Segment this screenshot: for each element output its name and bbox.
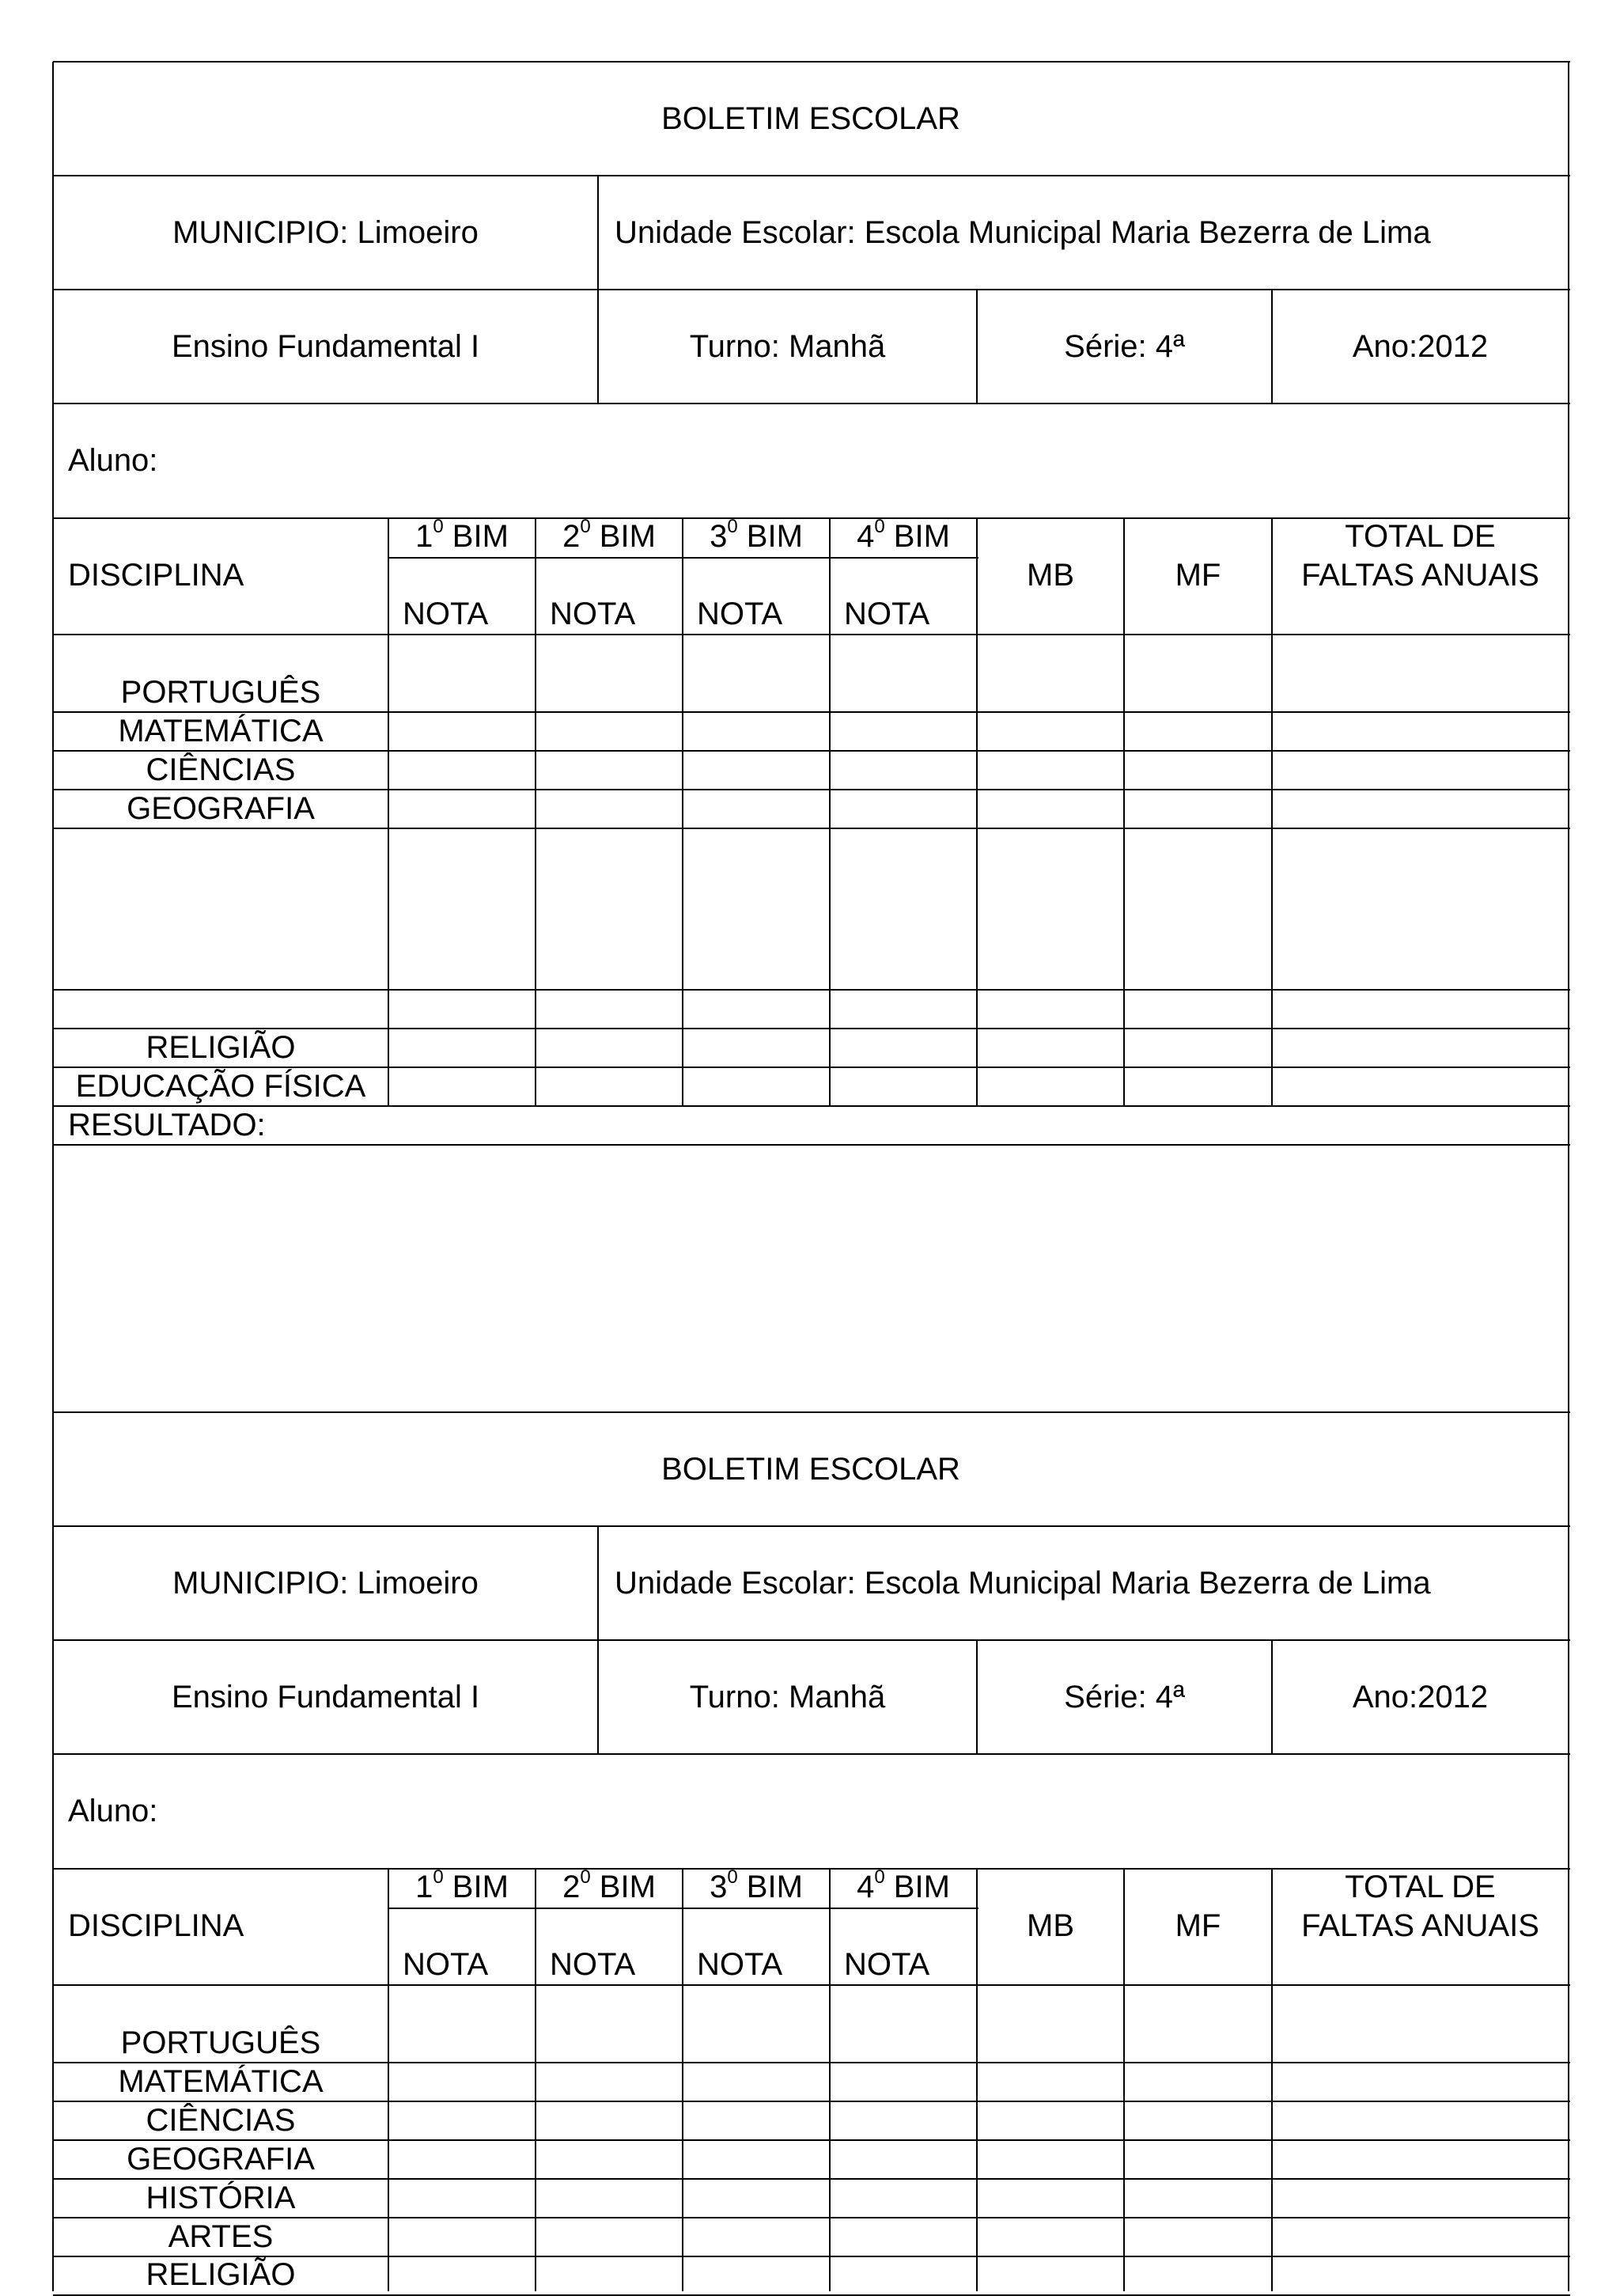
bimester-label: BIM (590, 1870, 656, 1904)
unidade-escolar-label: Unidade Escolar: Escola Municipal Maria Bezerra de Lima (615, 1566, 1431, 1601)
bimester-label: BIM (443, 1870, 509, 1904)
turno-label: Turno: Manhã (689, 1680, 886, 1714)
subject-label: CIÊNCIAS (146, 2103, 296, 2138)
grade-cell[interactable] (1273, 2063, 1568, 2101)
table-rule (53, 403, 1570, 404)
outer-border (1568, 1067, 1569, 1106)
outer-border (52, 2063, 54, 2101)
table-rule (53, 1753, 1570, 1755)
outer-border (1568, 790, 1569, 828)
mf-header: MF (1175, 1908, 1221, 1943)
nota-header: NOTA (550, 1947, 636, 1982)
grade-cell[interactable] (389, 991, 535, 1028)
grade-cell[interactable] (683, 790, 829, 828)
grade-cell[interactable] (389, 1068, 535, 1105)
bimester-divider (388, 557, 978, 559)
outer-border (52, 1106, 54, 1412)
bimester-number: 3 (710, 1870, 728, 1904)
municipio-label: MUNICIPIO: Limoeiro (172, 215, 479, 250)
grade-cell[interactable] (978, 1068, 1123, 1105)
grade-cell[interactable] (536, 1029, 682, 1067)
ensino-label: Ensino Fundamental I (171, 329, 480, 364)
table-rule (53, 1639, 1570, 1641)
grade-cell[interactable] (1125, 790, 1271, 828)
table-rule (53, 1411, 1570, 1413)
grade-cell[interactable] (978, 2063, 1123, 2101)
grade-cell[interactable] (389, 2102, 535, 2139)
grade-cell[interactable] (1125, 2141, 1271, 2178)
form-title: BOLETIM ESCOLAR (661, 1452, 960, 1487)
bimester-number: 2 (562, 1870, 581, 1904)
bimester-ordinal-mark: 0 (433, 1866, 444, 1888)
table-rule (53, 289, 1570, 290)
nota-header: NOTA (550, 597, 636, 631)
grade-cell[interactable] (536, 2218, 682, 2256)
grade-cell[interactable] (831, 713, 976, 750)
subject-label: ARTES (168, 2219, 274, 2254)
grade-cell[interactable] (536, 752, 682, 789)
disciplina-header: DISCIPLINA (68, 558, 244, 593)
grade-cell[interactable] (1125, 1068, 1271, 1105)
faltas-header-line2: FALTAS ANUAIS (1301, 1908, 1539, 1943)
grade-cell[interactable] (978, 2141, 1123, 2178)
subject-label: MATEMÁTICA (118, 714, 324, 748)
grade-cell[interactable] (831, 991, 976, 1028)
grade-cell[interactable] (536, 790, 682, 828)
outer-border (52, 2179, 54, 2218)
disciplina-header: DISCIPLINA (68, 1908, 244, 1943)
subject-label: RELIGIÃO (146, 1030, 296, 1065)
subject-label: HISTÓRIA (146, 2180, 296, 2215)
bimester-label: BIM (737, 1870, 803, 1904)
grade-cell[interactable] (389, 713, 535, 750)
grade-cell[interactable] (1125, 2102, 1271, 2139)
bimester-header (830, 1868, 977, 1906)
grade-cell[interactable] (536, 713, 682, 750)
bimester-number: 3 (710, 519, 728, 554)
grade-cell[interactable] (978, 1986, 1123, 2062)
outer-border (52, 1029, 54, 1067)
table-rule (1271, 290, 1273, 404)
ano-label: Ano:2012 (1352, 329, 1489, 364)
grade-cell[interactable] (978, 991, 1123, 1028)
table-rule (1123, 1869, 1125, 1985)
grade-cell[interactable] (389, 829, 535, 989)
grade-cell[interactable] (1125, 991, 1271, 1028)
grade-cell[interactable] (1273, 1986, 1568, 2062)
nota-header: NOTA (844, 1947, 930, 1982)
municipio-label: MUNICIPIO: Limoeiro (172, 1566, 479, 1601)
grade-cell[interactable] (683, 2218, 829, 2256)
subject-label: RELIGIÃO (146, 2257, 296, 2292)
grade-cell[interactable] (389, 1986, 535, 2062)
outer-border (1568, 751, 1569, 790)
outer-border (1568, 2179, 1569, 2218)
grade-cell[interactable] (978, 829, 1123, 989)
grade-cell[interactable] (831, 2257, 976, 2290)
aluno-label: Aluno: (68, 1794, 158, 1828)
bimester-ordinal-mark: 0 (874, 515, 885, 537)
outer-border (1568, 1106, 1569, 1412)
row-rule (53, 1105, 1570, 1107)
grade-cell[interactable] (1273, 829, 1568, 989)
table-rule (53, 61, 1570, 63)
outer-border (1568, 635, 1569, 712)
outer-border (1568, 1029, 1569, 1067)
grade-cell[interactable] (1125, 829, 1271, 989)
outer-border (52, 828, 54, 990)
outer-border (52, 2101, 54, 2140)
outer-border (52, 712, 54, 751)
grade-cell[interactable] (683, 635, 829, 711)
grade-cell[interactable] (978, 752, 1123, 789)
resultado-area[interactable] (55, 1146, 1567, 1411)
grade-cell[interactable] (389, 1029, 535, 1067)
grade-cell[interactable] (1273, 2180, 1568, 2217)
subject-label: GEOGRAFIA (127, 2142, 315, 2177)
bimester-header (536, 517, 683, 555)
grade-cell[interactable] (978, 2257, 1123, 2290)
bimester-number: 4 (857, 519, 875, 554)
table-rule (53, 1525, 1570, 1527)
grade-cell[interactable] (1125, 635, 1271, 711)
outer-border (52, 62, 54, 635)
grade-cell[interactable] (683, 713, 829, 750)
grade-cell[interactable] (831, 2102, 976, 2139)
bimester-label: BIM (884, 519, 950, 554)
grade-cell[interactable] (978, 713, 1123, 750)
grade-cell[interactable] (683, 1068, 829, 1105)
grade-cell[interactable] (978, 2102, 1123, 2139)
grade-cell[interactable] (831, 2141, 976, 2178)
grade-cell[interactable] (1273, 635, 1568, 711)
bimester-label: BIM (443, 519, 509, 554)
grade-cell[interactable] (1273, 991, 1568, 1028)
outer-border (1568, 828, 1569, 990)
grade-cell[interactable] (1125, 1986, 1271, 2062)
ano-label: Ano:2012 (1352, 1680, 1489, 1714)
grade-cell[interactable] (536, 1986, 682, 2062)
subject-label: PORTUGUÊS (120, 2025, 321, 2060)
grade-cell[interactable] (1273, 752, 1568, 789)
bimester-number: 4 (857, 1870, 875, 1904)
turno-label: Turno: Manhã (689, 329, 886, 364)
grade-cell[interactable] (683, 752, 829, 789)
grade-cell[interactable] (1273, 713, 1568, 750)
grade-cell[interactable] (389, 2257, 535, 2290)
grade-cell[interactable] (978, 2180, 1123, 2217)
unidade-escolar-label: Unidade Escolar: Escola Municipal Maria Bezerra de Lima (615, 215, 1431, 250)
outer-border (52, 2140, 54, 2179)
outer-border (1568, 2256, 1569, 2291)
table-rule (53, 175, 1570, 176)
grade-cell[interactable] (683, 1029, 829, 1067)
bimester-label: BIM (737, 519, 803, 554)
outer-border (52, 1067, 54, 1106)
outer-border (52, 635, 54, 712)
outer-border (1568, 62, 1569, 635)
grade-cell[interactable] (1125, 2218, 1271, 2256)
grade-cell[interactable] (1273, 2218, 1568, 2256)
nota-header: NOTA (697, 597, 783, 631)
form-title: BOLETIM ESCOLAR (661, 101, 960, 136)
grade-cell[interactable] (1273, 790, 1568, 828)
outer-border (1568, 2063, 1569, 2101)
grade-cell[interactable] (683, 2257, 829, 2290)
table-rule (597, 176, 599, 404)
table-rule (1271, 1869, 1273, 1985)
bimester-ordinal-mark: 0 (580, 515, 591, 537)
bimester-number: 1 (415, 1870, 433, 1904)
mb-header: MB (1027, 1908, 1074, 1943)
faltas-header-line1: TOTAL DE (1345, 1870, 1496, 1904)
grade-cell[interactable] (683, 991, 829, 1028)
nota-header: NOTA (844, 597, 930, 631)
grade-cell[interactable] (831, 752, 976, 789)
grade-cell[interactable] (1125, 752, 1271, 789)
bimester-number: 2 (562, 519, 581, 554)
grade-cell[interactable] (536, 2257, 682, 2290)
outer-border (52, 1985, 54, 2063)
outer-border (1568, 2140, 1569, 2179)
subject-label: GEOGRAFIA (127, 791, 315, 826)
table-rule (1271, 518, 1273, 635)
bimester-divider (388, 1908, 978, 1909)
grade-cell[interactable] (389, 2218, 535, 2256)
nota-header: NOTA (403, 1947, 489, 1982)
grade-cell[interactable] (831, 1068, 976, 1105)
bimester-ordinal-mark: 0 (727, 1866, 738, 1888)
grade-cell[interactable] (683, 2063, 829, 2101)
table-rule (1271, 1640, 1273, 1754)
grade-cell[interactable] (536, 2102, 682, 2139)
grade-cell[interactable] (536, 829, 682, 989)
grade-cell[interactable] (831, 2218, 976, 2256)
nota-header: NOTA (697, 1947, 783, 1982)
grade-cell[interactable] (536, 2180, 682, 2217)
grade-cell[interactable] (1273, 2141, 1568, 2178)
grade-cell[interactable] (536, 635, 682, 711)
outer-border (1568, 990, 1569, 1029)
faltas-header-line1: TOTAL DE (1345, 519, 1496, 554)
bimester-label: BIM (590, 519, 656, 554)
bimester-header (830, 517, 977, 555)
nota-header: NOTA (403, 597, 489, 631)
table-rule (1123, 518, 1125, 635)
grade-cell[interactable] (831, 2180, 976, 2217)
bimester-ordinal-mark: 0 (433, 515, 444, 537)
grade-cell[interactable] (831, 1029, 976, 1067)
grade-cell[interactable] (1125, 2257, 1271, 2290)
grade-cell[interactable] (1125, 2063, 1271, 2101)
mb-header: MB (1027, 558, 1074, 593)
grade-cell[interactable] (536, 1068, 682, 1105)
grade-cell[interactable] (1125, 713, 1271, 750)
subject-label: EDUCAÇÃO FÍSICA (75, 1069, 366, 1104)
grade-cell[interactable] (831, 2063, 976, 2101)
faltas-header-line2: FALTAS ANUAIS (1301, 558, 1539, 593)
grade-cell[interactable] (978, 635, 1123, 711)
grade-cell[interactable] (1125, 1029, 1271, 1067)
bimester-header (388, 517, 536, 555)
grade-cell[interactable] (389, 2063, 535, 2101)
aluno-label: Aluno: (68, 443, 158, 478)
ensino-label: Ensino Fundamental I (171, 1680, 480, 1714)
grade-cell[interactable] (1273, 2102, 1568, 2139)
outer-border (1568, 2218, 1569, 2256)
bimester-ordinal-mark: 0 (580, 1866, 591, 1888)
grade-cell[interactable] (683, 2141, 829, 2178)
subject-label: CIÊNCIAS (146, 752, 296, 787)
bimester-ordinal-mark: 0 (727, 515, 738, 537)
grade-cell[interactable] (831, 790, 976, 828)
grade-cell[interactable] (1273, 1029, 1568, 1067)
outer-border (1568, 1985, 1569, 2063)
grade-cell[interactable] (683, 1986, 829, 2062)
bimester-ordinal-mark: 0 (874, 1866, 885, 1888)
grade-cell[interactable] (683, 829, 829, 989)
subject-label: PORTUGUÊS (120, 675, 321, 710)
subject-label: MATEMÁTICA (118, 2064, 324, 2099)
grade-cell[interactable] (978, 2218, 1123, 2256)
resultado-label: RESULTADO: (68, 1108, 266, 1142)
grade-cell[interactable] (831, 1986, 976, 2062)
bimester-label: BIM (884, 1870, 950, 1904)
outer-border (52, 1412, 54, 1985)
grade-cell[interactable] (389, 635, 535, 711)
grade-cell[interactable] (831, 635, 976, 711)
grade-cell[interactable] (389, 752, 535, 789)
outer-border (52, 2218, 54, 2256)
outer-border (52, 790, 54, 828)
grade-cell[interactable] (978, 1029, 1123, 1067)
grade-cell[interactable] (1273, 2257, 1568, 2290)
bimester-header (536, 1868, 683, 1906)
mf-header: MF (1175, 558, 1221, 593)
grade-cell[interactable] (1273, 1068, 1568, 1105)
outer-border (52, 990, 54, 1029)
grade-cell[interactable] (389, 2141, 535, 2178)
grade-cell[interactable] (683, 2102, 829, 2139)
grade-cell[interactable] (831, 829, 976, 989)
outer-border (52, 751, 54, 790)
bimester-number: 1 (415, 519, 433, 554)
bimester-header (683, 517, 830, 555)
bimester-header (388, 1868, 536, 1906)
outer-border (52, 2256, 54, 2291)
grade-cell[interactable] (389, 790, 535, 828)
table-rule (597, 1526, 599, 1754)
grade-cell[interactable] (536, 2141, 682, 2178)
grade-cell[interactable] (1125, 2180, 1271, 2217)
grade-cell[interactable] (978, 790, 1123, 828)
grade-cell[interactable] (536, 2063, 682, 2101)
outer-border (1568, 1412, 1569, 1985)
outer-border (1568, 712, 1569, 751)
serie-label: Série: 4ª (1064, 329, 1185, 364)
bimester-header (683, 1868, 830, 1906)
outer-border (1568, 2101, 1569, 2140)
grade-cell[interactable] (389, 2180, 535, 2217)
grade-cell[interactable] (536, 991, 682, 1028)
serie-label: Série: 4ª (1064, 1680, 1185, 1714)
grade-cell[interactable] (683, 2180, 829, 2217)
